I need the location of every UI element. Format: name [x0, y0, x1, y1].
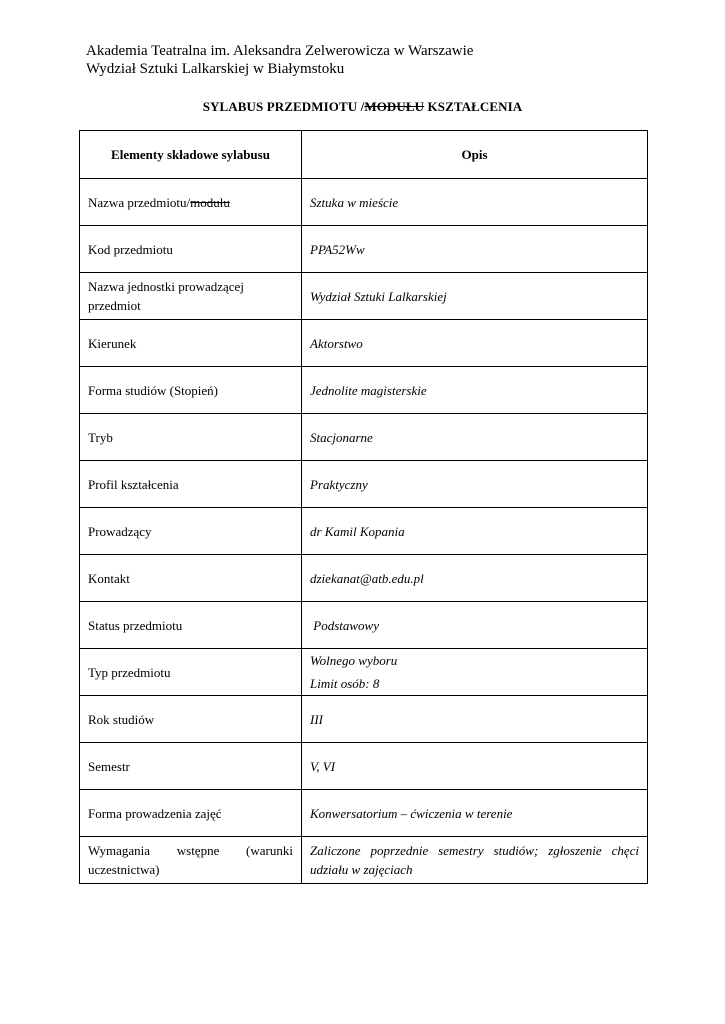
table-row: [80, 837, 648, 884]
table-row: [80, 602, 648, 649]
row-label-line: Nazwa jednostki prowadzącej: [88, 279, 244, 294]
row-value: V, VI: [302, 743, 648, 790]
row-label: [80, 837, 302, 884]
row-label: [80, 179, 302, 226]
row-label: Kontakt: [80, 555, 302, 602]
row-value: Praktyczny: [302, 461, 648, 508]
row-value: Sztuka w mieście: [302, 179, 648, 226]
row-label: Tryb: [80, 414, 302, 461]
row-label: Kod przedmiotu: [80, 226, 302, 273]
row-label: Kierunek: [80, 320, 302, 367]
table-row: [80, 555, 648, 602]
title-suffix: KSZTAŁCENIA: [424, 99, 523, 114]
row-label: Semestr: [80, 743, 302, 790]
row-label-struck: modułu: [190, 194, 230, 210]
table-row: [80, 649, 648, 696]
table-header-row: [80, 131, 648, 179]
row-value: dr Kamil Kopania: [302, 508, 648, 555]
institution-header: [86, 42, 473, 78]
table-row: [80, 367, 648, 414]
table-row: [80, 414, 648, 461]
row-value: Podstawowy: [302, 602, 648, 649]
row-label-line: uczestnictwa): [88, 862, 160, 877]
table-row: [80, 743, 648, 790]
row-label: Rok studiów: [80, 696, 302, 743]
row-value: [302, 649, 648, 696]
table-row: [80, 273, 648, 320]
table-row: [80, 790, 648, 837]
title-struck-word: MODUŁU: [364, 99, 425, 114]
row-value-line: Wolnego wyboru: [310, 653, 398, 668]
row-label: Prowadzący: [80, 508, 302, 555]
syllabus-table: [79, 130, 648, 884]
row-value-line: udziału w zajęciach: [310, 862, 413, 877]
row-value: Konwersatorium – ćwiczenia w terenie: [302, 790, 648, 837]
row-label-line: Wymagania wstępne (warunki: [88, 843, 293, 858]
row-label-text: Nazwa przedmiotu/: [88, 194, 191, 210]
row-label: Forma studiów (Stopień): [80, 367, 302, 414]
faculty-name: Wydział Sztuki Lalkarskiej w Białymstoku: [86, 61, 345, 77]
table-row: [80, 508, 648, 555]
column-header-elements: Elementy składowe sylabusu: [80, 131, 302, 179]
row-value: PPA52Ww: [302, 226, 648, 273]
row-label: Profil kształcenia: [80, 461, 302, 508]
row-value-line: Zaliczone poprzednie semestry studiów; zgłoszenie chęci: [310, 843, 639, 858]
column-header-description: Opis: [302, 131, 648, 179]
table-row: [80, 320, 648, 367]
row-value: Jednolite magisterskie: [302, 367, 648, 414]
row-label-line: przedmiot: [88, 298, 141, 313]
row-value: Wydział Sztuki Lalkarskiej: [302, 273, 648, 320]
row-value: Aktorstwo: [302, 320, 648, 367]
row-value: Stacjonarne: [302, 414, 648, 461]
row-label: Forma prowadzenia zajęć: [80, 790, 302, 837]
row-value: [302, 837, 648, 884]
table-row: [80, 226, 648, 273]
institution-name: Akademia Teatralna im. Aleksandra Zelwerowicza w Warszawie: [86, 43, 474, 59]
row-label: [80, 273, 302, 320]
row-label: Typ przedmiotu: [80, 649, 302, 696]
table-row: [80, 696, 648, 743]
row-value: III: [302, 696, 648, 743]
table-row: [80, 179, 648, 226]
title-prefix: SYLABUS PRZEDMIOTU /: [202, 99, 365, 114]
row-value: dziekanat@atb.edu.pl: [302, 555, 648, 602]
row-value-line: Limit osób: 8: [310, 676, 380, 691]
document-title: [0, 99, 725, 115]
table-row: [80, 461, 648, 508]
row-label: Status przedmiotu: [80, 602, 302, 649]
